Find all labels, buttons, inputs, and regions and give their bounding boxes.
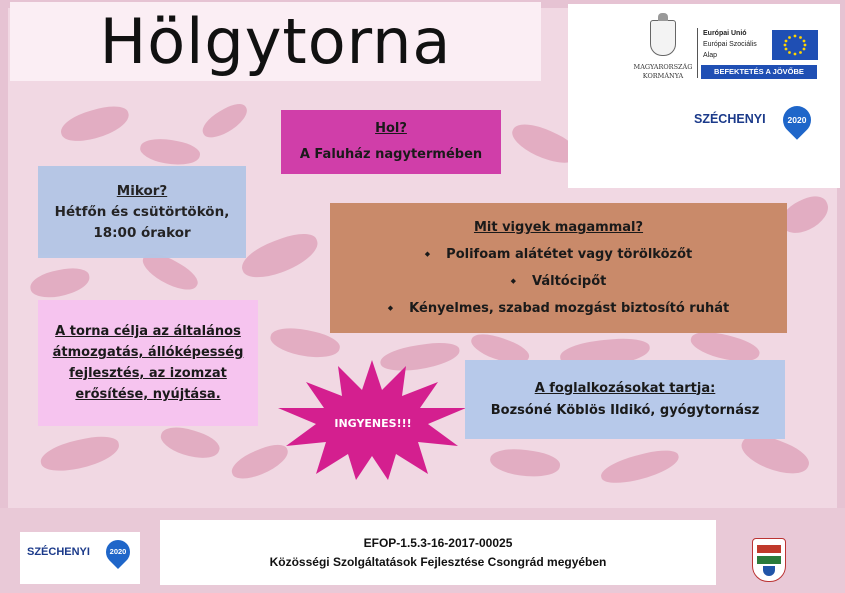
poster-title: Hölgytorna bbox=[99, 5, 452, 78]
list-item bbox=[425, 241, 692, 268]
instructor-heading: A foglalkozásokat tartja: bbox=[534, 380, 716, 396]
what-to-bring-heading: Mit vigyek magammal? bbox=[473, 220, 644, 235]
footer-szechenyi-year: 2020 bbox=[109, 547, 127, 556]
government-logo-text bbox=[626, 63, 700, 81]
szechenyi-logo-text: SZÉCHENYI bbox=[694, 112, 766, 126]
county-crest-icon bbox=[752, 538, 786, 582]
footer-szechenyi-text: SZÉCHENYI bbox=[27, 546, 90, 558]
goal-line-1: A torna célja az általános bbox=[55, 324, 241, 339]
gov-line-2: KORMÁNYA bbox=[642, 72, 684, 80]
eu-banner: BEFEKTETÉS A JÖVŐBE bbox=[701, 65, 817, 79]
what-to-bring-box bbox=[330, 203, 787, 333]
project-name: Közösségi Szolgáltatások Fejlesztése Csongrád megyében bbox=[269, 554, 607, 569]
logo-divider bbox=[697, 28, 698, 78]
instructor-name: Bozsóné Köblös Ildikó, gyógytornász bbox=[490, 402, 760, 418]
schedule-time: 18:00 órakor bbox=[93, 224, 191, 241]
eu-line-2: Európai Szociális bbox=[703, 41, 757, 48]
free-label: INGYENES!!! bbox=[334, 417, 412, 430]
bullet-icon: ◆ bbox=[387, 304, 394, 312]
hungarian-crest-icon bbox=[650, 20, 676, 56]
title-banner bbox=[10, 2, 541, 81]
goal-line-3: fejlesztés, az izomzat bbox=[69, 366, 227, 381]
list-item-text: Kényelmes, szabad mozgást biztosító ruhát bbox=[409, 301, 730, 316]
project-code: EFOP-1.5.3-16-2017-00025 bbox=[363, 535, 513, 550]
list-item bbox=[511, 268, 607, 295]
goal-box bbox=[38, 300, 258, 426]
eu-line-1: Európai Unió bbox=[703, 30, 747, 37]
list-item bbox=[388, 295, 729, 322]
szechenyi-year: 2020 bbox=[787, 115, 807, 125]
schedule-days: Hétfőn és csütörtökön, bbox=[54, 203, 230, 220]
eu-flag-icon bbox=[772, 30, 818, 60]
goal-line-2: átmozgatás, állóképesség bbox=[52, 345, 244, 360]
location-box bbox=[281, 110, 501, 174]
instructor-box bbox=[465, 360, 785, 439]
eu-line-3: Alap bbox=[703, 52, 718, 59]
goal-line-4: erősítése, nyújtása. bbox=[75, 387, 221, 402]
bullet-icon: ◆ bbox=[510, 277, 517, 285]
list-item-text: Váltócipőt bbox=[532, 274, 607, 289]
eu-logo-text bbox=[703, 28, 783, 61]
schedule-box bbox=[38, 166, 246, 258]
gov-line-1: MAGYARORSZÁG bbox=[633, 63, 693, 71]
bullet-icon: ◆ bbox=[424, 250, 431, 258]
project-info bbox=[160, 520, 716, 585]
schedule-heading: Mikor? bbox=[116, 182, 168, 199]
location-text: A Faluház nagytermében bbox=[299, 147, 483, 162]
list-item-text: Polifoam alátétet vagy törölközőt bbox=[446, 247, 693, 262]
location-heading: Hol? bbox=[375, 121, 407, 136]
